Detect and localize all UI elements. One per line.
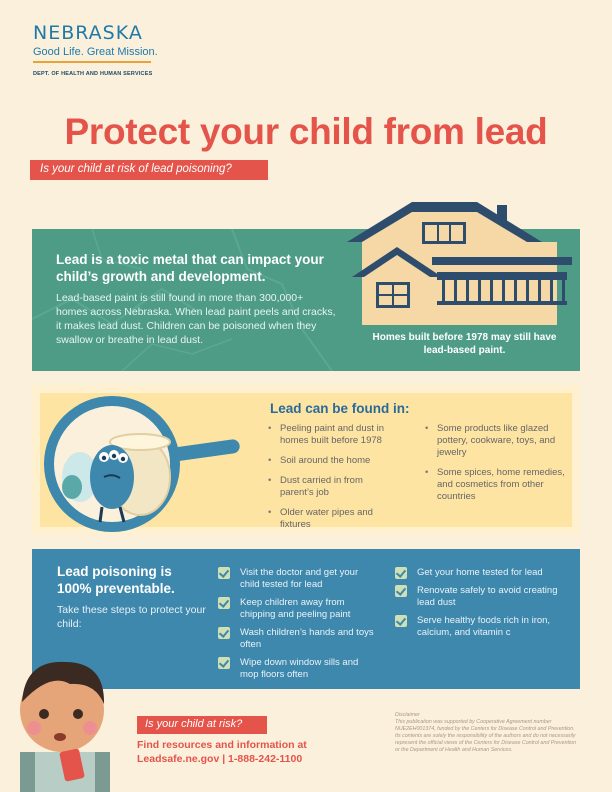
logo-wordmark: NEBRASKA [33,22,143,44]
disclaimer [395,712,580,754]
logo-department: DEPT. OF HEALTH AND HUMAN SERVICES [33,71,153,77]
checkmark-icon [218,657,230,669]
list-item: Renovate safely to avoid creating lead dust [395,585,570,609]
list-item: • Some products like glazed pottery, cookware, toys, and jewelry [425,423,565,459]
risk-question-banner: Is your child at risk? [137,716,267,734]
checkmark-icon [395,567,407,579]
list-item: Get your home tested for lead [395,567,570,579]
checkmark-icon [218,597,230,609]
sources-heading: Lead can be found in: [270,401,410,416]
list-item: • Soil around the home [268,455,398,467]
subtitle-banner: Is your child at risk of lead poisoning? [30,160,268,180]
list-item: • Peeling paint and dust in homes built before 1978 [268,423,398,447]
list-item: Serve healthy foods rich in iron, calcium, and vitamin c [395,615,570,639]
disclaimer-body: This publication was supported by Cooperative Agreement number NUE2EH001374, funded by the Centers for Disease Control and Prevention. Its contents are solely the responsibility of the authors and do not necessarily represent the official views of the Centers for Disease Control and Prevention or the Department of Health and Human Services. [395,719,577,753]
sources-list-right [425,423,565,511]
checkmark-icon [395,585,407,597]
sources-list-left [268,423,398,539]
resources-line: Find resources and information at [137,739,307,751]
checkmark-icon [218,627,230,639]
checkmark-icon [218,567,230,579]
list-item: Keep children away from chipping and peeling paint [218,597,378,621]
magnifying-glass-icon [20,382,250,542]
list-item: • Older water pipes and fixtures [268,507,398,531]
prevention-subtext: Take these steps to protect your child: [57,604,206,630]
checkmark-icon [395,615,407,627]
nebraska-logo [33,22,158,77]
list-item: • Some spices, home remedies, and cosmetics from other countries [425,467,565,503]
child-illustration [0,632,130,792]
page-title: Protect your child from lead [64,111,548,152]
disclaimer-title: Disclaimer [395,712,420,718]
list-item: Wipe down window sills and mop floors often [218,657,378,681]
house-caption: Homes built before 1978 may still have lead-based paint. [372,332,557,356]
toxic-heading: Lead is a toxic metal that can impact your child’s growth and development. [56,252,324,284]
logo-rule [33,61,151,63]
list-item: • Dust carried in from parent’s job [268,475,398,499]
resources-contact[interactable]: Leadsafe.ne.gov | 1-888-242-1100 [137,753,303,765]
prevention-heading: Lead poisoning is 100% preventable. [57,564,175,596]
list-item: Wash children’s hands and toys often [218,627,378,651]
toxic-body: Lead-based paint is still found in more than 300,000+ homes across Nebraska. When lead paint peels and cracks, it makes lead dust. Children can be poisoned when they swallow or breathe in lead dust. [56,292,336,346]
list-item: Visit the doctor and get your child tested for lead [218,567,378,591]
house-illustration [342,197,577,325]
steps-list-left [218,567,378,687]
steps-list-right [395,567,570,645]
resources-text [137,738,307,766]
logo-tagline: Good Life. Great Mission. [33,46,158,58]
